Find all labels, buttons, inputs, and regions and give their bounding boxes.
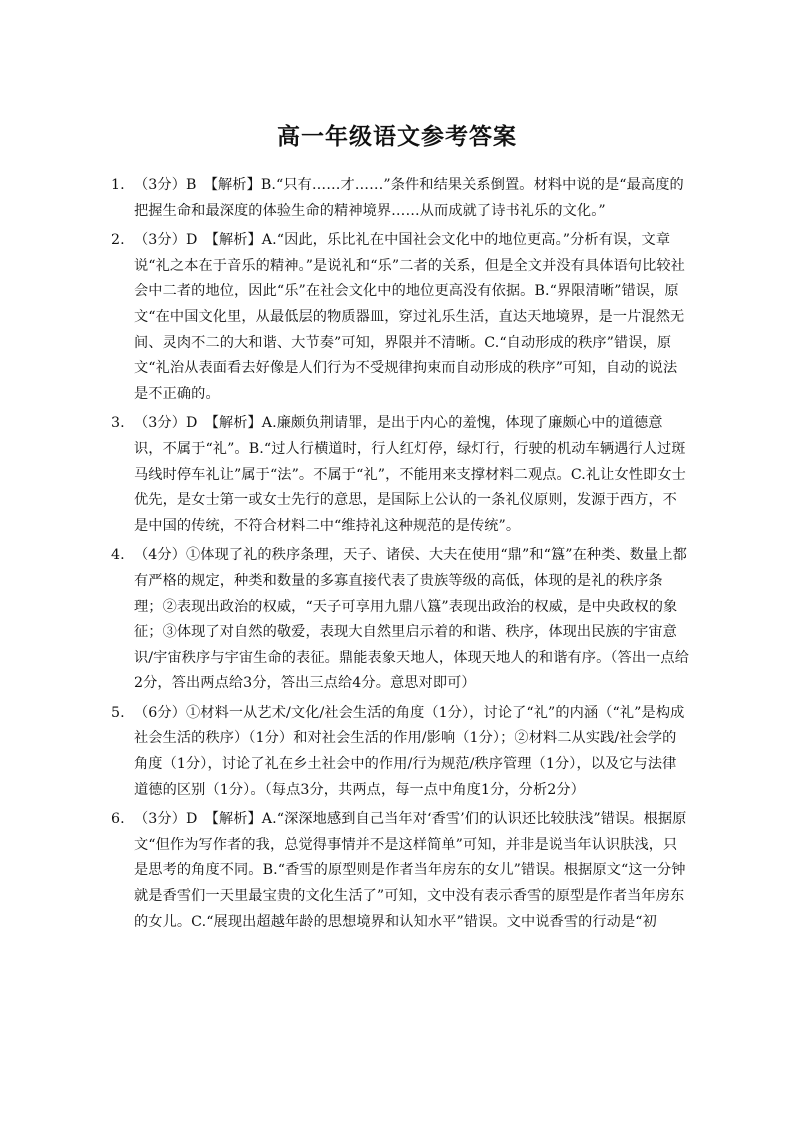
answer-item-3 [111, 411, 689, 539]
answer-item-2 [111, 228, 689, 407]
answer-item-1 [111, 173, 689, 224]
answer-text: （3分）D 【解析】A.廉颇负荆请罪，是出于内心的羞愧，体现了廉颇心中的道德意识，不属于“礼”。B.“过人行横道时，行人红灯停，绿灯行，行驶的机动车辆遇行人过斑马线时停车礼让”属于“法”。不属于“礼”，不能用来支撑材料二观点。C.礼让女性即女士优先，是女士第一或女士先行的意思，是国际上公认的一条礼仪原则，发源于西方，不是中国的传统，不符合材料二中“维持礼这种规范的是传统”。 [134, 415, 686, 534]
answer-text: （3分）D 【解析】A.“因此，乐比礼在中国社会文化中的地位更高。”分析有误，文章说“礼之本在于音乐的精神。”是说礼和“乐”二者的关系，但是全文并没有具体语句比较社会中二者的地位，因此“乐”在社会文化中的地位更高没有依据。B.“界限清晰”错误，原文“在中国文化里，从最低层的物质器皿，穿过礼乐生活，直达天地境界，是一片混然无间、灵肉不二的大和谐、大节奏”可知，界限并不清晰。C.“自动形成的秩序”错误，原文“礼治从表面看去好像是人们行为不受规律拘束而自动形成的秩序”可知，自动的说法是不正确的。 [134, 232, 685, 402]
answer-number: 3. [111, 415, 125, 432]
answer-item-6 [111, 807, 689, 935]
answer-list [111, 173, 689, 939]
answer-text: （3分）D 【解析】A.“深深地感到自己当年对‘香雪’们的认识还比较肤浅”错误。根据原文“但作为写作者的我，总觉得事情并不是这样简单”可知，并非是说当年认识肤浅，只是思考的角度不同。B.“香雪的原型则是作者当年房东的女儿”错误。根据原文“这一分钟就是香雪们一天里最宝贵的文化生活了”可知，文中没有表示香雪的原型是作者当年房东的女儿。C.“展现出超越年龄的思想境界和认知水平”错误。文中说香雪的行动是“初 [134, 811, 687, 930]
answer-number: 5. [111, 704, 125, 721]
answer-text: （6分）①材料一从艺术/文化/社会生活的角度（1分），讨论了“礼”的内涵（“礼”是构成社会生活的秩序）（1分）和对社会生活的作用/影响（1分）；②材料二从实践/社会学的角度（1分），讨论了礼在乡土社会中的作用/行为规范/秩序管理（1分），以及它与法律道德的区别（1分）。（每点3分，共两点，每一点中角度1分，分析2分） [134, 704, 685, 798]
answer-item-4 [111, 543, 689, 697]
answer-number: 6. [111, 811, 125, 828]
page-title: 高一年级语文参考答案 [277, 124, 517, 150]
answer-number: 1. [111, 177, 125, 193]
answer-number: 4. [111, 547, 125, 564]
answer-text: （3分）B 【解析】B.“只有……才……”条件和结果关系倒置。材料中说的是“最高度的把握生命和最深度的体验生命的精神境界……从而成就了诗书礼乐的文化。” [134, 177, 684, 219]
answer-text: （4分）①体现了礼的秩序条理，天子、诸侯、大夫在使用“鼎”和“簋”在种类、数量上都有严格的规定，种类和数量的多寡直接代表了贵族等级的高低，体现的是礼的秩序条理；②表现出政治的权威，“天子可享用九鼎八簋”表现出政治的权威，是中央政权的象征；③体现了对自然的敬爱，表现大自然里启示着的和谐、秩序，体现出民族的宇宙意识/宇宙秩序与宇宙生命的表征。鼎能表象天地人，体现天地人的和谐有序。（答出一点给2分，答出两点给3分，答出三点给4分。意思对即可） [134, 547, 689, 692]
answer-item-5 [111, 701, 689, 803]
answer-number: 2. [111, 232, 125, 249]
